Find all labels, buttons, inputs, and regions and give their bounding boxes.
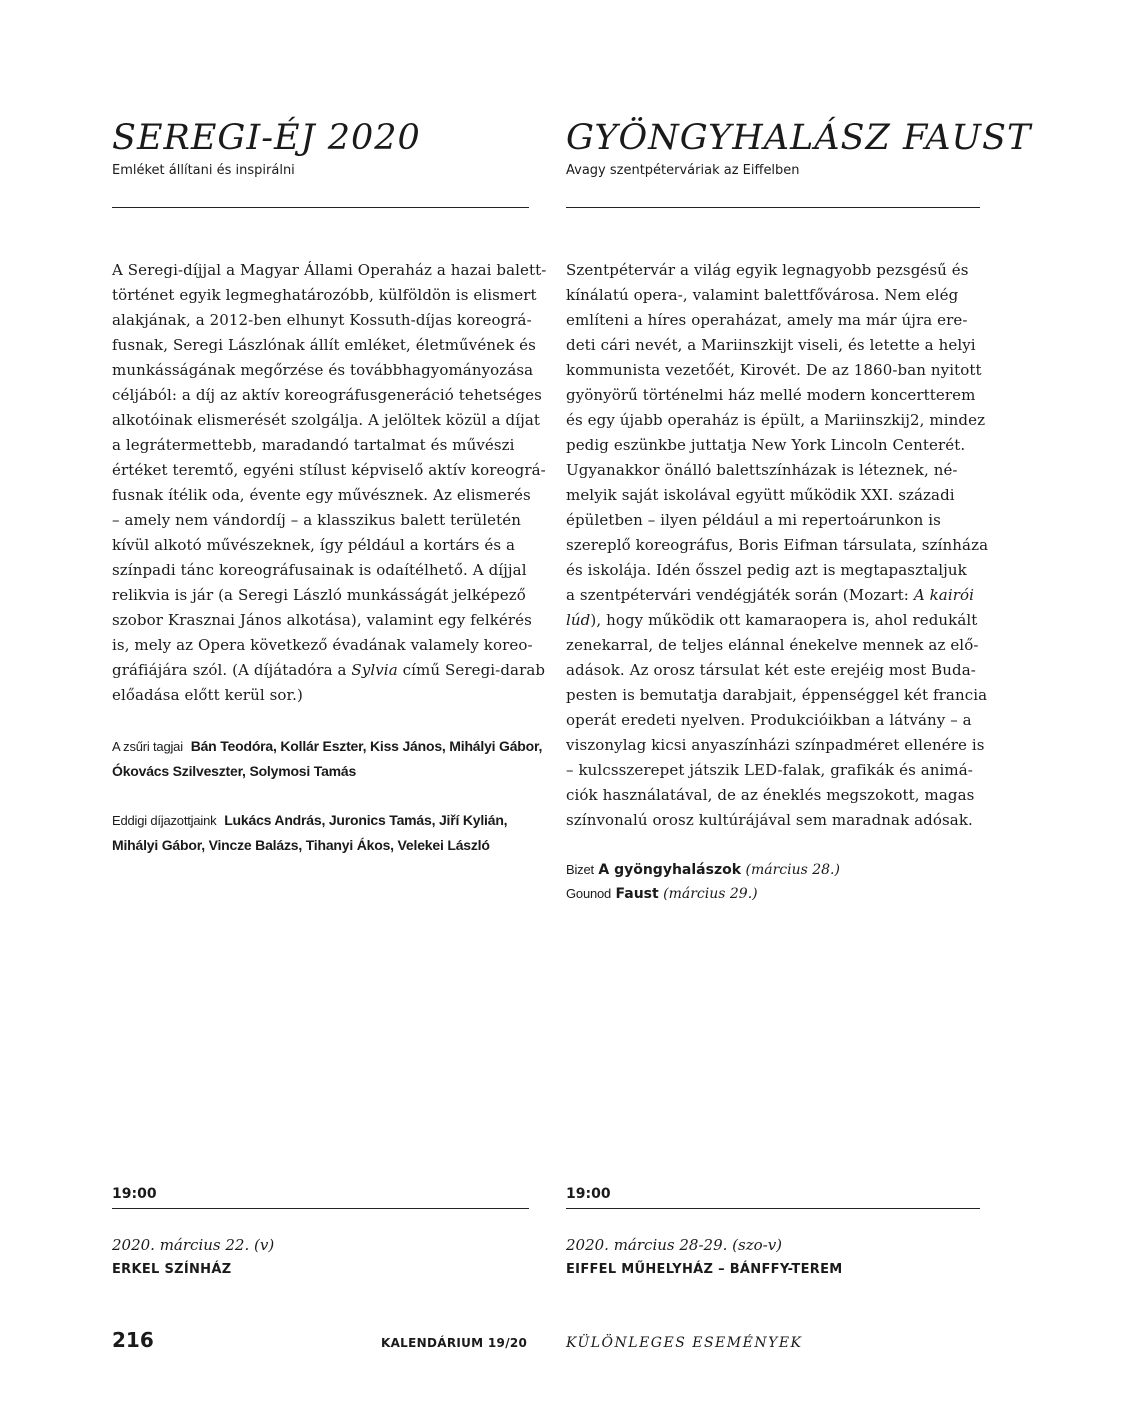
work-item: [566, 882, 840, 906]
body-line: [566, 408, 986, 433]
work-item: [566, 858, 840, 882]
body-text-segment: és egy újabb operaház is épült, a Mariinszkij2, mindez: [566, 411, 986, 429]
body-line: [112, 558, 529, 583]
body-text-segment: értéket teremtő, egyéni stílust képviselő aktív koreográ-: [112, 461, 546, 479]
body-line: [566, 533, 989, 558]
body-line: [112, 458, 546, 483]
body-text-segment: színpadi tánc koreográfusainak is odaítélhető. A díjjal: [112, 561, 527, 579]
body-text-segment: szobor Krasznai János alkotása), valamint egy felkérés: [112, 611, 532, 629]
body-line: [566, 808, 980, 833]
body-text-segment: fusnak, Seregi Lászlónak állít emléket, életművének és: [112, 336, 536, 354]
body-text-segment: említeni a híres operaházat, amely ma már újra ere-: [566, 311, 968, 329]
body-line: [112, 608, 532, 633]
body-line: [112, 658, 546, 683]
right-article-subtitle: Avagy szentpéterváriak az Eiffelben: [566, 163, 800, 178]
right-article-body: [566, 258, 989, 833]
body-line: [566, 683, 988, 708]
italic-title: lúd: [566, 611, 591, 629]
works-list: [566, 858, 840, 906]
body-line: [566, 558, 980, 583]
body-text-segment: zenekarral, de teljes elánnal énekelve mennek az elő-: [566, 636, 979, 654]
body-text-segment: céljából: a díj az aktív koreográfusgeneráció tehetséges: [112, 386, 542, 404]
body-line: [112, 258, 547, 283]
right-event-date: 2020. március 28-29. (szo-v): [566, 1236, 783, 1254]
body-text-segment: deti cári nevét, a Mariinszkijt viseli, és letette a helyi: [566, 336, 976, 354]
body-line: [566, 633, 980, 658]
body-text-segment: – amely nem vándordíj – a klasszikus balett területén: [112, 511, 522, 529]
laureates-label: Eddigi díjazottjaink: [112, 813, 217, 828]
body-text-segment: kívül alkotó művészeknek, így például a kortárs és a: [112, 536, 516, 554]
body-text-segment: színvonalú orosz kultúrájával sem maradnak adósak.: [566, 811, 973, 829]
body-line: [112, 308, 532, 333]
body-line: [112, 333, 536, 358]
left-header-rule: [112, 207, 529, 208]
work-composer: Gounod: [566, 886, 612, 901]
body-text-segment: szereplő koreográfus, Boris Eifman társulata, színháza: [566, 536, 989, 554]
body-line: [566, 433, 980, 458]
body-line: [566, 258, 980, 283]
body-line: [566, 333, 980, 358]
body-text-segment: ciók használatával, de az éneklés megszokott, magas: [566, 786, 975, 804]
body-text-segment: melyik saját iskolával együtt működik XXI. századi: [566, 486, 955, 504]
body-text-segment: alkotóinak elismerését szolgálja. A jelöltek közül a díjat: [112, 411, 541, 429]
body-text-segment: című Seregi-darab: [397, 661, 546, 679]
laureates-names-line-1: Lukács András, Juronics Tamás, Jiří Kylián,: [224, 812, 508, 828]
jury-credits: [112, 734, 542, 783]
body-text-segment: Ugyanakkor önálló balettszínházak is léteznek, né-: [566, 461, 958, 479]
left-article-body: [112, 258, 547, 708]
body-text-segment: munkásságának megőrzése és továbbhagyományozása: [112, 361, 534, 379]
body-text-segment: előadása előtt kerül sor.): [112, 686, 303, 704]
work-date: (március 28.): [745, 862, 840, 878]
body-text-segment: történet egyik legmeghatározóbb, külföldön is elismert: [112, 286, 537, 304]
body-line: [112, 533, 529, 558]
work-title: Faust: [615, 886, 659, 902]
italic-title: A kairói: [913, 586, 975, 604]
right-header-rule: [566, 207, 980, 208]
body-line: [566, 658, 980, 683]
body-line: [566, 608, 980, 633]
body-text-segment: Szentpétervár a világ egyik legnagyobb pezsgésű és: [566, 261, 969, 279]
body-text-segment: gyönyörű történelmi ház mellé modern koncertterem: [566, 386, 976, 404]
left-event-time: 19:00: [112, 1186, 157, 1202]
body-line: [566, 283, 980, 308]
body-text-segment: pesten is bemutatja darabjait, éppenséggel két francia: [566, 686, 988, 704]
body-line: [566, 383, 980, 408]
body-line: [112, 633, 533, 658]
work-date: (március 29.): [663, 886, 758, 902]
body-text-segment: a legrátermettebb, maradandó tartalmat és művészi: [112, 436, 515, 454]
body-line: [566, 358, 980, 383]
body-text-segment: adások. Az orosz társulat két este erejéig most Buda-: [566, 661, 976, 679]
jury-names-line-2: Ókovács Szilveszter, Solymosi Tamás: [112, 763, 357, 779]
body-text-segment: kommunista vezetőét, Kirovét. De az 1860-ban nyitott: [566, 361, 982, 379]
body-line: [112, 433, 529, 458]
body-text-segment: épületben – ilyen például a mi repertoárunkon is: [566, 511, 941, 529]
body-text-segment: gráfiájára szól. (A díjátadóra a: [112, 661, 352, 679]
body-text-segment: relikvia is jár (a Seregi László munkásságát jelképező: [112, 586, 526, 604]
jury-names-line-1: Bán Teodóra, Kollár Eszter, Kiss János, Mihályi Gábor,: [190, 738, 543, 754]
body-line: [566, 483, 980, 508]
body-line: [566, 458, 980, 483]
publication-name: KALENDÁRIUM 19/20: [381, 1336, 528, 1350]
body-text-segment: fusnak ítélik oda, évente egy művésznek. Az elismerés: [112, 486, 531, 504]
left-article-title: SEREGI-ÉJ 2020: [112, 118, 421, 158]
body-line: [112, 283, 537, 308]
body-text-segment: ), hogy működik ott kamaraopera is, ahol redukált: [590, 611, 978, 629]
page-number: 216: [112, 1328, 154, 1352]
laureates-credits: [112, 808, 507, 857]
body-text-segment: viszonylag kicsi anyaszínházi színpadméret ellenére is: [566, 736, 985, 754]
right-footer-rule: [566, 1208, 980, 1209]
body-line: [112, 383, 542, 408]
body-text-segment: pedig eszünkbe juttatja New York Lincoln Centerét.: [566, 436, 966, 454]
body-line: [112, 583, 529, 608]
left-article-subtitle: Emléket állítani és inspirálni: [112, 163, 295, 178]
section-name: KÜLÖNLEGES ESEMÉNYEK: [566, 1335, 803, 1351]
body-line: [566, 583, 980, 608]
body-line: [566, 708, 980, 733]
left-event-venue: ERKEL SZÍNHÁZ: [112, 1262, 232, 1277]
laureates-names-line-2: Mihályi Gábor, Vincze Balázs, Tihanyi Ákos, Velekei László: [112, 837, 490, 853]
body-text-segment: kínálatú opera-, valamint balettfővárosa. Nem elég: [566, 286, 959, 304]
body-text-segment: is, mely az Opera következő évadának valamely koreo-: [112, 636, 533, 654]
italic-title: Sylvia: [351, 661, 398, 679]
body-text-segment: alakjának, a 2012-ben elhunyt Kossuth-díjas koreográ-: [112, 311, 532, 329]
left-footer-rule: [112, 1208, 529, 1209]
body-text-segment: és iskolája. Idén ősszel pedig azt is megtapasztaljuk: [566, 561, 967, 579]
right-event-time: 19:00: [566, 1186, 611, 1202]
body-text-segment: operát eredeti nyelven. Produkcióikban a látvány – a: [566, 711, 972, 729]
right-event-venue: EIFFEL MŰHELYHÁZ – BÁNFFY-TEREM: [566, 1262, 843, 1277]
body-line: [112, 508, 529, 533]
body-line: [566, 308, 980, 333]
body-text-segment: – kulcsszerepet játszik LED-falak, grafikák és animá-: [566, 761, 973, 779]
body-text-segment: A Seregi-díjjal a Magyar Állami Operaház a hazai balett-: [112, 261, 547, 279]
right-article-title: GYÖNGYHALÁSZ FAUST: [566, 118, 1032, 158]
left-event-date: 2020. március 22. (v): [112, 1236, 275, 1254]
body-line: [566, 758, 980, 783]
work-title: A gyöngyhalászok: [598, 862, 742, 878]
jury-label: A zsűri tagjai: [112, 739, 183, 754]
body-line: [566, 508, 980, 533]
body-line: [112, 683, 529, 708]
body-line: [112, 408, 541, 433]
body-line: [112, 358, 534, 383]
body-line: [112, 483, 529, 508]
body-line: [566, 733, 985, 758]
work-composer: Bizet: [566, 862, 594, 877]
body-text-segment: a szentpétervári vendégjáték során (Mozart:: [566, 586, 914, 604]
body-line: [566, 783, 980, 808]
